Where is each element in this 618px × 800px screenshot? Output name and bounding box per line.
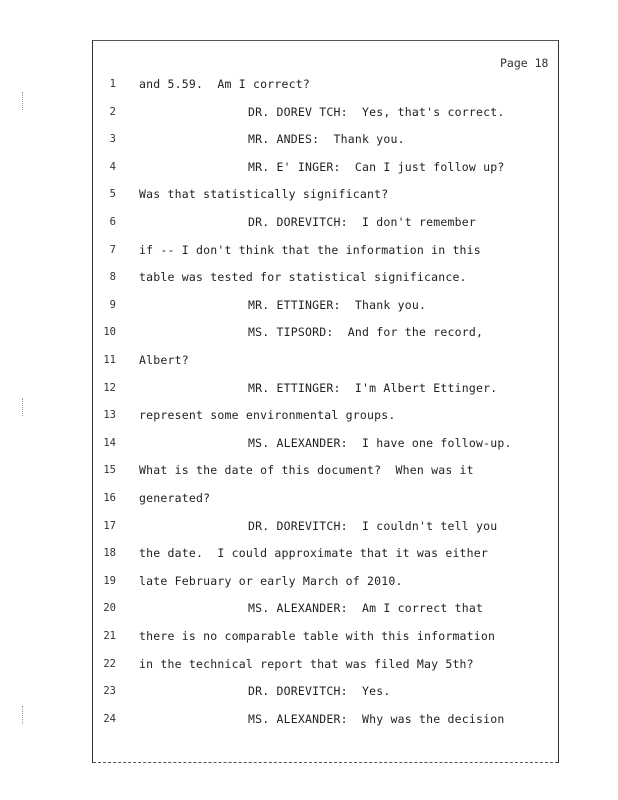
line-number: 15 <box>103 464 116 477</box>
transcript-line: MR. E' INGER: Can I just follow up? <box>248 159 505 174</box>
transcript-line: Albert? <box>139 353 189 367</box>
line-number: 20 <box>103 602 116 615</box>
transcript-line: MR. ETTINGER: I'm Albert Ettinger. <box>248 380 498 395</box>
line-number: 14 <box>103 436 116 449</box>
transcript-line: DR. DOREVITCH: I couldn't tell you <box>248 518 498 533</box>
line-number: 13 <box>103 409 116 422</box>
transcript-line: DR. DOREV TCH: Yes, that's correct. <box>248 104 505 119</box>
transcript-line: MS. TIPSORD: And for the record, <box>248 325 484 340</box>
line-number: 23 <box>103 685 116 698</box>
line-number: 5 <box>109 188 116 201</box>
line-number: 11 <box>103 354 116 366</box>
line-number: 17 <box>103 519 116 532</box>
transcript-line: DR. DOREVITCH: I don't remember <box>248 215 476 229</box>
line-number: 7 <box>109 243 116 256</box>
line-number: 1 <box>109 78 116 90</box>
line-number: 18 <box>103 547 116 560</box>
transcript-line: if -- I don't think that the information in this <box>139 242 481 257</box>
transcript-line: in the technical report that was filed May 5th? <box>139 656 474 671</box>
transcript-line: the date. I could approximate that it was either <box>139 546 489 561</box>
line-number: 6 <box>109 216 116 228</box>
transcript-line: DR. DOREVITCH: Yes. <box>248 684 391 699</box>
line-number: 16 <box>103 492 116 504</box>
transcript-line: represent some environmental groups. <box>139 408 396 423</box>
line-number: 4 <box>109 160 116 173</box>
transcript-line: MR. ETTINGER: Thank you. <box>248 297 427 312</box>
binder-hole-mark <box>22 706 27 724</box>
transcript-line: MR. ANDES: Thank you. <box>248 132 405 147</box>
transcript-line: and 5.59. Am I correct? <box>139 77 310 91</box>
transcript-line: generated? <box>139 491 211 505</box>
line-number: 3 <box>109 133 116 146</box>
page-number-label: Page 18 <box>500 56 549 70</box>
transcript-line: late February or early March of 2010. <box>139 573 403 588</box>
line-number: 9 <box>109 298 116 311</box>
transcript-line: MS. ALEXANDER: I have one follow-up. <box>248 435 512 450</box>
transcript-line: MS. ALEXANDER: Why was the decision <box>248 711 505 726</box>
line-number: 12 <box>103 381 116 394</box>
line-number: 8 <box>109 271 116 284</box>
binder-hole-mark <box>22 398 27 416</box>
line-number: 21 <box>103 630 116 642</box>
line-number: 22 <box>103 657 116 670</box>
line-number: 10 <box>103 326 116 339</box>
line-number: 24 <box>103 712 116 725</box>
line-number: 2 <box>109 105 116 118</box>
binder-hole-mark <box>22 92 27 110</box>
transcript-line: table was tested for statistical significance. <box>139 270 467 285</box>
transcript-line: Was that statistically significant? <box>139 187 389 202</box>
transcript-line: MS. ALEXANDER: Am I correct that <box>248 601 484 616</box>
transcript-line: What is the date of this document? When was it <box>139 463 474 478</box>
transcript-page-frame <box>92 40 559 763</box>
transcript-line: there is no comparable table with this information <box>139 629 496 643</box>
line-number: 19 <box>103 574 116 587</box>
